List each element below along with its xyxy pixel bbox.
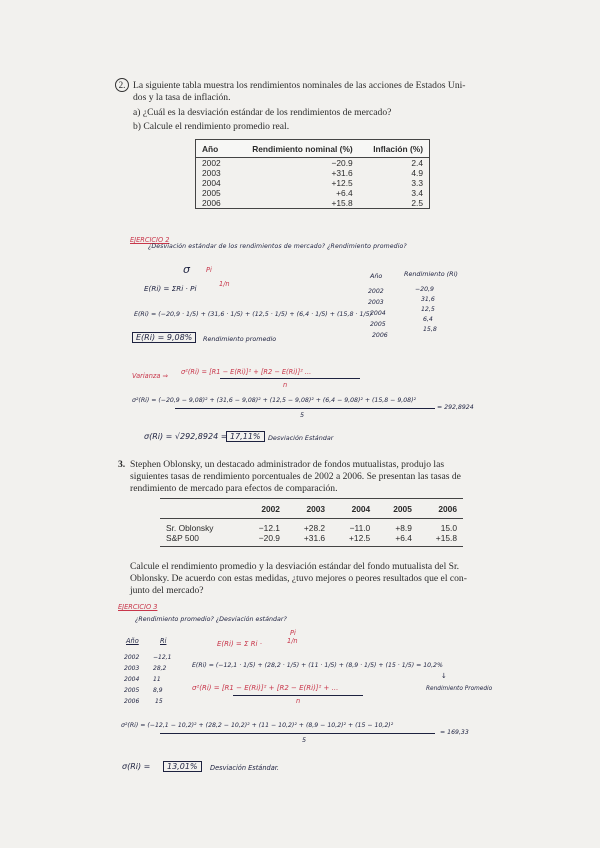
ej3-side-year: 2002 <box>124 654 140 661</box>
q2-cell: 2006 <box>202 198 221 208</box>
q2-th-nominal: Rendimiento nominal (%) <box>231 140 359 158</box>
q3-cell: S&P 500 <box>166 533 199 543</box>
q3-th: 2006 <box>418 499 463 519</box>
ej2-variance-calc-bar <box>175 408 435 409</box>
ej3-question: ¿Rendimiento promedio? ¿Desviación estándar? <box>135 616 287 623</box>
q3-after-line1: Calcule el rendimiento promedio y la desviación estándar del fondo mutualista del Sr. <box>130 561 460 572</box>
q3-table-header-row <box>160 499 463 519</box>
q3-number: 3. <box>118 459 126 470</box>
ej3-variance-result: = 169,33 <box>440 729 469 736</box>
q3-th: 2002 <box>241 499 286 519</box>
q3-cell: −12.1 <box>258 523 280 533</box>
q2-table-header-row <box>196 140 430 158</box>
ej2-side-year: 2003 <box>368 299 384 306</box>
q2-cell: +12.5 <box>331 178 353 188</box>
ej2-sd-label: Desviación Estándar <box>268 434 334 442</box>
ej2-side-year: 2005 <box>370 321 386 328</box>
q3-cell: +31.6 <box>303 533 326 543</box>
ej2-side-year: 2006 <box>372 332 388 339</box>
q3-cell: +15.8 <box>435 533 457 543</box>
ej3-side-value: 8,9 <box>153 687 163 694</box>
table-row <box>196 198 430 209</box>
ej3-side-year: 2005 <box>124 687 140 694</box>
q3-cell: +28.2 <box>303 523 326 533</box>
ej2-sd-result-box: 17,11% <box>226 431 265 442</box>
ej3-side-year: 2004 <box>124 676 140 683</box>
ej3-arrow: ↓ <box>441 672 447 680</box>
table-row <box>160 519 463 534</box>
ej3-expected-calc: E(Ri) = (−12,1 · 1/5) + (28,2 · 1/5) + (11 · 1/5) + (8,9 · 1/5) + (15 · 1/5) = 10,2% <box>192 662 443 669</box>
ej2-variance-result: = 292,8924 <box>437 404 474 411</box>
ej3-variance-calc-den: 5 <box>302 736 307 744</box>
table-row <box>196 168 430 178</box>
q2-cell: 2.4 <box>411 158 423 168</box>
ej3-side-year: 2003 <box>124 665 140 672</box>
q2-table <box>195 139 430 209</box>
q3-cell: +6.4 <box>395 533 412 543</box>
q2-cell: 4.9 <box>411 168 423 178</box>
ej2-heading: EJERCICIO 2 <box>130 236 170 244</box>
q2-number: 2. <box>115 78 129 92</box>
q3-th: 2004 <box>331 499 376 519</box>
ej3-pi-label: Pi <box>290 629 296 637</box>
ej2-pi-label: Pi <box>206 266 212 274</box>
ej2-expected-result-box: E(Ri) = 9,08% <box>132 332 196 343</box>
ej2-expected-formula: E(Ri) = ΣRi · Pi <box>144 284 197 293</box>
q2-cell: +31.6 <box>331 168 353 178</box>
q2-cell: 2004 <box>202 178 221 188</box>
table-row <box>196 178 430 188</box>
q3-cell: −11.0 <box>349 523 371 533</box>
ej3-variance-formula: σ²(Ri) = [R1 − E(Ri)]² + [R2 − E(Ri)]² + ... <box>192 684 339 692</box>
q2-cell: 3.3 <box>411 178 423 188</box>
table-row <box>160 533 463 547</box>
ej2-side-value: 12,5 <box>421 306 435 313</box>
q2-cell: +15.8 <box>331 198 353 208</box>
ej3-expected-formula: E(Ri) = Σ Ri · <box>217 640 262 648</box>
ej3-side-value: 15 <box>155 698 163 705</box>
q2-cell: −20.9 <box>331 158 353 168</box>
ej2-sigma: σ <box>183 263 190 276</box>
q2-th-year: Año <box>196 140 231 158</box>
ej3-side-header-ri: Ri <box>160 637 167 645</box>
ej3-sd-calc: σ(Ri) = <box>122 762 151 771</box>
ej2-sd-calc: σ(Ri) = √292,8924 = <box>144 432 228 441</box>
q3-cell: +12.5 <box>349 533 371 543</box>
q3-th: 2003 <box>286 499 331 519</box>
ej2-side-year: 2004 <box>370 310 386 317</box>
ej3-side-header-year: Año <box>126 637 139 645</box>
q3-th: 2005 <box>376 499 418 519</box>
ej3-variance-den: n <box>296 697 301 705</box>
q2-cell: 2005 <box>202 188 221 198</box>
q3-cell: +8.9 <box>395 523 412 533</box>
q3-text-line2: siguientes tasas de rendimiento porcentuales de 2002 a 2006. Se presentan las tasas de <box>130 471 461 482</box>
table-row <box>196 158 430 169</box>
ej2-variance-calc-den: 5 <box>300 411 305 419</box>
q3-th <box>160 499 241 519</box>
q2-cell: +6.4 <box>336 188 353 198</box>
q2-cell: 2002 <box>202 158 221 168</box>
table-row <box>196 188 430 198</box>
ej2-expected-calc: E(Ri) = (−20,9 · 1/5) + (31,6 · 1/5) + (12,5 · 1/5) + (6,4 · 1/5) + (15,8 · 1/5) <box>134 311 373 318</box>
q3-after-line3: junto del mercado? <box>130 585 204 596</box>
ej2-side-value: −20,9 <box>415 286 434 293</box>
q2-cell: 2.5 <box>411 198 423 208</box>
ej3-variance-calc-bar <box>160 733 435 734</box>
ej3-heading: EJERCICIO 3 <box>118 603 158 611</box>
q2-th-inflation: Inflación (%) <box>359 140 430 158</box>
q2-text-line2: dos y la tasa de inflación. <box>133 92 231 103</box>
ej2-side-value: 31,6 <box>421 296 435 303</box>
ej2-variance-calc: σ²(Ri) = (−20,9 − 9,08)² + (31,6 − 9,08)² + (12,5 − 9,08)² + (6,4 − 9,08)² + (15,8 − 9,08)² <box>132 397 416 404</box>
ej2-pi-fraction: 1/n <box>219 280 230 288</box>
ej2-expected-result-label: Rendimiento promedio <box>203 335 277 343</box>
ej2-variance-fraction-bar <box>220 378 360 379</box>
ej3-expected-result-label: Rendimiento Promedio <box>426 686 493 692</box>
q3-cell: −20.9 <box>258 533 280 543</box>
ej2-variance-formula: σ²(Ri) = [R1 − E(Ri)]² + [R2 − E(Ri)]² ... <box>181 368 312 376</box>
q2-cell: 2003 <box>202 168 221 178</box>
q2-text-line1: La siguiente tabla muestra los rendimientos nominales de las acciones de Estados Uni- <box>133 80 466 91</box>
ej3-side-value: −12,1 <box>153 654 172 661</box>
q2-part-a: a) ¿Cuál es la desviación estándar de los rendimientos de mercado? <box>133 107 392 118</box>
ej2-expected-result <box>132 333 196 342</box>
ej2-side-year: 2002 <box>368 288 384 295</box>
ej2-variance-label: Varianza ⇒ <box>132 372 169 380</box>
ej3-side-value: 11 <box>153 676 161 683</box>
ej3-side-value: 28,2 <box>153 665 167 672</box>
q3-table <box>160 498 463 547</box>
q3-text-line3: rendimiento de mercado para efectos de comparación. <box>130 483 338 494</box>
q2-part-b: b) Calcule el rendimiento promedio real. <box>133 121 290 132</box>
q3-text-line1: Stephen Oblonsky, un destacado administrador de fondos mutualistas, produjo las <box>130 459 445 470</box>
ej3-sd-result <box>163 762 202 771</box>
ej3-variance-calc: σ²(Ri) = (−12,1 − 10,2)² + (28,2 − 10,2)² + (11 − 10,2)² + (8,9 − 10,2)² + (15 − 10,2)² <box>121 722 394 729</box>
ej2-variance-den: n <box>283 381 288 389</box>
ej3-sd-label: Desviación Estándar. <box>210 764 279 772</box>
ej2-side-header-return: Rendimiento (Ri) <box>404 270 458 278</box>
ej2-side-value: 6,4 <box>423 316 433 323</box>
q3-cell: 15.0 <box>440 523 457 533</box>
ej2-question: ¿Desviación estándar de los rendimientos de mercado? ¿Rendimiento promedio? <box>148 243 407 250</box>
q3-cell: Sr. Oblonsky <box>166 523 214 533</box>
ej3-pi-fraction: 1/n <box>287 637 298 645</box>
ej2-side-value: 15,8 <box>423 326 437 333</box>
ej3-side-year: 2006 <box>124 698 140 705</box>
q2-cell: 3.4 <box>411 188 423 198</box>
ej2-side-header-year: Año <box>370 272 383 280</box>
ej2-sd-result <box>226 432 265 441</box>
ej3-variance-fraction-bar <box>233 695 363 696</box>
ej3-sd-result-box: 13,01% <box>163 761 202 772</box>
q3-after-line2: Oblonsky. De acuerdo con estas medidas, ¿tuvo mejores o peores resultados que el con- <box>130 573 467 584</box>
